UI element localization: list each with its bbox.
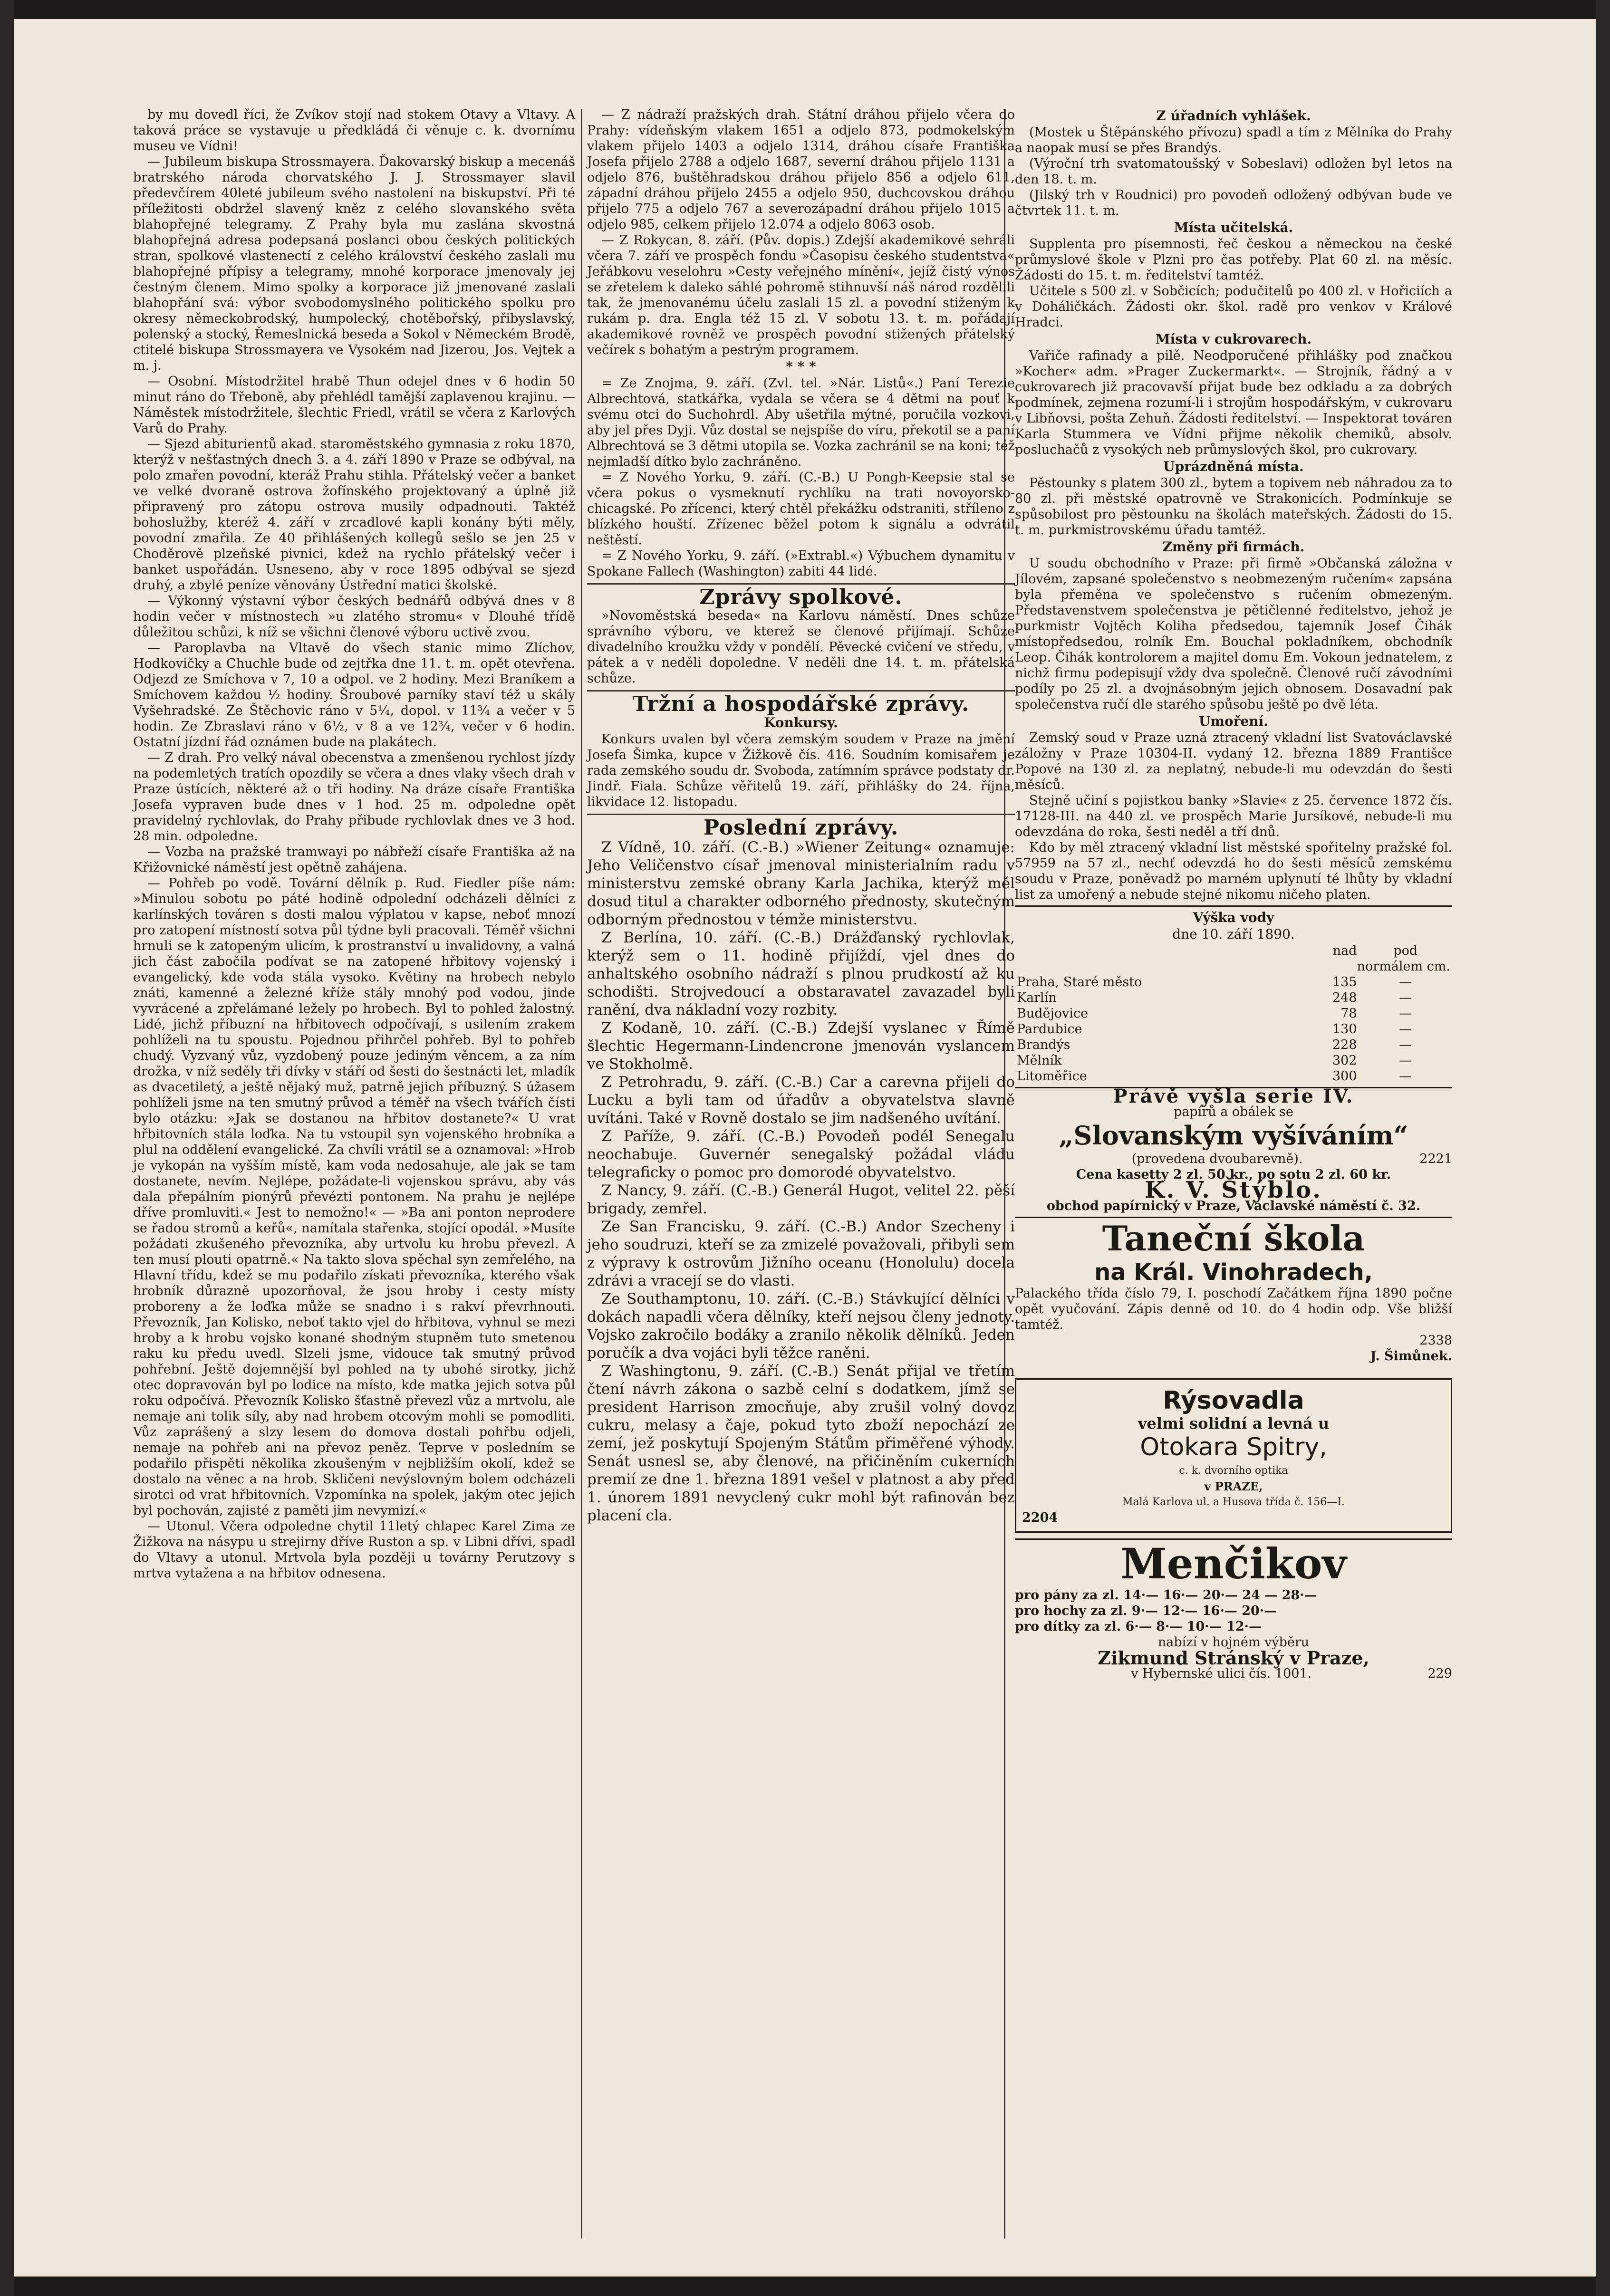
scan-edge-left <box>0 0 14 2296</box>
place: Brandýs <box>1017 1038 1070 1052</box>
section-heading: Změny při firmách. <box>1162 539 1305 555</box>
section-heading: Umoření. <box>1198 713 1269 729</box>
notice: U soudu obchodního v Praze: při firmě »Občanská záložna v Jílovém, zapsané společenstvo s neobmezeným ručením« zapsána byla přeměna ve společenstvo s ručením obmezeným. Představenstvem společenstva je pětičlenné ředitelstvo, jehož je purkmistr Vojtěch Koliha předsedou, tajemník Josef Čihák místopředsedou, rolník Em. Bouchal pokladníkem, obchodník Leop. Čihák kontrolorem a majitel domu Em. Vokoun jednatelem, z nichž firmu podepisují vždy dva společně. Členové ručí závodními podíly po 25 zl. a dvojnásobným jejich obnosem. Dosavadní pak společenstva ručí dle starého spůsobu ještě po dvě léta. <box>1015 556 1452 712</box>
section-heading: Tržní a hospodářské zprávy. <box>632 692 970 716</box>
column-3 <box>1015 107 1452 1681</box>
article: Ze San Francisku, 9. září. (C.-B.) Andor Szecheny i jeho soudruzi, kteří se za zmizelé považovali, přibyli sem z výpravy k ostrovům Jižního oceanu (Honolulu) docela zdrávi a vracejí se do vlasti. <box>587 1218 1015 1289</box>
notice: Učitele s 500 zl. v Sobčicích; podučitelů po 400 zl. v Hořiciích a v Doháličkách. Žádosti okr. škol. radě pro venkov v Králové Hradci. <box>1015 284 1452 330</box>
asterisks: * * * <box>786 359 816 375</box>
advert-line: K. V. Štýblo. <box>1145 1177 1322 1203</box>
advert-line: c. k. dvorního optika <box>1179 1465 1288 1477</box>
table-header <box>1015 943 1452 959</box>
article: = Z Nového Yorku, 9. září. (»Extrabl.«) Výbuchem dynamitu v Spokane Fallech (Washington) zabiti 44 lidé. <box>587 548 1015 579</box>
water-level-title: Výška vody <box>1193 910 1274 925</box>
water-level-table <box>1015 943 1452 1084</box>
advert-number: 2221 <box>1419 1152 1452 1166</box>
advert-line: Zikmund Stránský v Praze, <box>1098 1647 1369 1669</box>
table-row <box>1015 1037 1452 1053</box>
header-below: pod <box>1393 943 1418 958</box>
advert-line: (provedena dvoubarevně). <box>1131 1152 1303 1166</box>
advert-line: Malá Karlova ul. a Husova třída č. 156—I. <box>1122 1496 1345 1508</box>
notice: (Mostek u Štěpánského přívozu) spadl a tím z Mělníka do Prahy a naopak musí se přes Brandýs. <box>1015 125 1452 155</box>
advert-line: Právě vyšla serie IV. <box>1113 1085 1354 1107</box>
below: — <box>1399 975 1412 989</box>
article: by mu dovedl říci, že Zvíkov stojí nad stokem Otavy a Vltavy. A taková práce se vystavuje u předkládá či věnuje c. k. dvornímu museu ve Vídni! <box>133 107 575 154</box>
advert-line: velmi solidní a levná u <box>1138 1414 1330 1432</box>
notice: Vařiče rafinady a pilě. Neodporučené přihlášky pod značkou »Kocher« adm. »Prager Zuckermarkt«. — Strojník, řádný a v cukrovarech již pracovavší přijat bude bez odkladu a za dobrých podmínek, zejmena rozumí-li i strojům hospodářským, v cukrovaru v Libňovsi, pošta Zehuň. Žádosti ředitelství. — Inspektorat továren Karla Stummera ve Vídni přijme několik chemiků, absolv. posluchačů z vysokých neb průmyslových škol, pro cukrovary. <box>1015 348 1452 457</box>
article: — Jubileum biskupa Strossmayera. Ďakovarský biskup a mecenáš bratrského národa chorvatského J. J. Strossmayer slavil předevčírem 40leté jubileum svého nastolení na biskupství. Při té příležitosti obdržel slavený kněz z celého slovanského světa blahopřejné telegramy. Z Prahy byla mu zaslána skvostná blahopřejná adresa podepsaná poslanci obou českých politických stran, spolkové vlastenectí z celého království českého zaslali mu blahopřejné přípisy a telegramy, mnohé korporace jmenovaly jej čestným členem. Mimo spolky a korporace již jmenované zaslali blahopřání svá: výbor svobodomyslného politického spolku pro okresy německobrodský, humpolecký, chotěbořský, přibyslavský, polenský a stocký, Řemeslnická beseda a Sokol v Německém Brodě, ctitelé biskupa Strossmayera ve Vysokém nad Jizerou, Jos. Vejtek a m. j. <box>133 154 575 373</box>
article: Z Petrohradu, 9. září. (C.-B.) Car a carevna přijeli do Lucku a byli tam od úřadův a obyvatelstva slavně uvítáni. Také v Rovně dostalo se jim nadšeného uvítání. <box>587 1074 1015 1127</box>
advert-line: Taneční škola <box>1102 1218 1365 1258</box>
water-level-box <box>1015 905 1452 1084</box>
table-row <box>1015 1053 1452 1068</box>
scan-edge-right <box>1596 0 1610 2296</box>
table-header <box>1015 959 1452 974</box>
article: — Utonul. Včera odpoledne chytil 11letý chlapec Karel Zima ze Žižkova na násypu u strejirny dříve Ruston a sp. v Libni dřívi, spadl do Vltavy a utonul. Mrtvola byla později u továrny Perutzovy s mrtva vytažena a na hřbitov odnesena. <box>133 1519 575 1581</box>
advert-line: v Hybernské ulici čís. 1001. <box>1131 1666 1312 1681</box>
article: — Paroplavba na Vltavě do všech stanic mimo Zlíchov, Hodkovičky a Chuchle bude od zejtřka dne 11. t. m. opět otevřena. Odjezd ze Smíchova v 7, 10 a odpol. ve 2 hodiny. Mezi Braníkem a Smíchovem každou ½ hodiny. Šroubové parníky staví též u skály Vyšehradské. Ze Štěchovic ráno v 5¼, dopol. v 11¾ a večer v 5 hodin. Ze Zbraslavi ráno v 6½, v 8 a ve 12¾, večer v 6 hodin. Ostatní jízdní řád oznámen bude na plakátech. <box>133 641 575 749</box>
article: — Pohřeb po vodě. Tovární dělník p. Rud. Fiedler píše nám: »Minulou sobotu po páté hodině odpolední odcházeli dělníci z karlínských továren s dosti malou výplatou v kapse, neboť mnozí pro zatopení místností sotva půl týdne byli pracovali. Téměř všichni hrnuli se k zatopeným ulicím, k prostranství u invalidovny, a valná jich část zabočila podívat se na zatopené hřbitovy vojenský i evangelický, kde voda stála vysoko. Květiny na hrobech nebylo znáti, kamenné a železné kříže stály mnohý pod vodou, jinde vyvrácené a zpřelámané ležely po hrobech. Byl to pohled žalostný. Lidé, jichž příbuzní na hřbitovech odpočívají, s usilením zrakem pohlíželi na tu spoustu. Pojednou přihrčel pohřeb. Byl to pohřeb chudý. Vyzvaný vůz, vyzdobený pouze jediným věncem, a za ním drožka, v níž seděly tři dívky v stáří od šesti do šestnácti let, mladík as dvacetiletý, a ještě nějaký muž, patrně jejich příbuzný. S úžasem pohlíželi jsme na ten smutný průvod a téměř na všech tvářích čísti bylo otázku: »Jak se dostanou na hřbitov dostanete?« U vrat hřbitovních stála loďka. Na tu vstoupil syn vojenského hrobníka a plul na oddělení evangelické. Za chvíli vrátil se a oznamoval: »Hrob je vykopán na vyšším místě, kam voda nedosahuje, ale jak se tam dostanete, nevím. Nejlépe, požádate-li vojenskou správu, aby vás dala přepálním pionýrů převézti pontonem. Na prahu je nejlépe dříve promluviti.« Jest to nemožno!« — »Ba ani ponton neprodere se řadou stromů a keřů«, namítala stařenka, stojící opodál. »Musíte požádati zkušeného převozníka, aby urtvolu ku hrobu převezl. A ten musí plouti opatrně.« Na takto slova spěchal syn zemřelého, na Hlavní třídu, kdež se mu podařilo získati převozníka, kterého však hrobník důrazně upozorňoval, že jsou hroby i cesty místy proboreny a že loďka může se snadno i s rakví převrhnouti. Převozník, Jan Kolisko, neboť takto vjel do hřbitova, vyhnul se mezi hroby a k hrobu vojsko konané shodným stupněm tuto smetenou raku ku předu uvedl. Slzeli jsme, vidouce tak smutný průvod pohřební. Ještě dojemnější byl pohled na ty ubohé sirotky, jichž otec dopravován byl po lodice na místo, kde matka jejich sotva půl roku odpočívá. Převozník Kolisko šťastně převezl vůz a mrtvolu, ale nemaje ani tolik síly, aby nad hrobem otcovým mohli se pomodliti. Vůz zaprášený a slzy lesem do domova dostali pohřbu odjeli, nemaje na pohřeb ani na převoz peněz. Teprve v posledním se podařilo přispěti několika zkoušeným v nejbližším okolí, kdež se dostalo na věnec a na hrob. Skličeni nevýslovným bolem odcházeli sirotci od vrat hřbitovních. Vzpomínka na spolek, jakým otec jejich byl pochován, zajisté z paměti jim nevymizí.« <box>133 876 575 1518</box>
above: 130 <box>1332 1022 1357 1037</box>
table-row <box>1015 974 1452 990</box>
advert-line: obchod papírnický v Praze, Václavské náměstí č. 32. <box>1046 1199 1421 1213</box>
advert-line: v PRAZE, <box>1204 1479 1263 1493</box>
table-row <box>1015 1068 1452 1084</box>
article: Z Paříže, 9. září. (C.-B.) Povodeň podél Senegalu neochabuje. Guvernér senegalský požádal vládu telegraficky o pomoc pro domorodé obyvatelstvo. <box>587 1128 1015 1181</box>
article: — Z Rokycan, 8. září. (Pův. dopis.) Zdejší akademikové sehráli včera 7. září ve prospěch fondu »Časopisu českého studentstva« Jeřábkovu veselohru »Cesty veřejného mínění«, jejíž čistý výnos se zřetelem k daleko sáhlé pohromě stihnuvší náš národ rozdělili tak, že jmenovanému účelu zaslali 15 zl. a povodní stiženým k rukám p. dra. Engla též 15 zl. V sobotu 13. t. m. pořádají akademikové rovněž ve prospěch povodní stižených přátelský večírek s bohatým a pestrým programem. <box>587 233 1015 357</box>
advert-line: Cena kasetty 2 zl. 50 kr., po sotu 2 zl. 60 kr. <box>1076 1167 1391 1182</box>
divider <box>587 814 1015 815</box>
advert-spitra <box>1015 1378 1452 1533</box>
column-1 <box>133 107 575 1581</box>
advert-line: Rýsovadla <box>1163 1386 1304 1415</box>
notice: Pěstounky s platem 300 zl., bytem a topivem neb náhradou za to 80 zl. při městské opatrovně ve Strakonicích. Podmínkuje se spůsobilost pro pěstounku na školách mateřských. Žádosti do 15. t. m. purkmistrovskému úřadu tamtéž. <box>1015 476 1452 538</box>
below: — <box>1399 1006 1412 1021</box>
scan-edge-bottom <box>0 2277 1610 2296</box>
advert-line: J. Šimůnek. <box>1370 1349 1452 1364</box>
advert-line: Menčikov <box>1120 1539 1347 1588</box>
header-unit: normálem cm. <box>1357 959 1450 974</box>
above: 248 <box>1332 990 1357 1005</box>
article: — Osobní. Místodržitel hrabě Thun odejel dnes v 6 hodin 50 minut ráno do Třeboně, aby přehlédl tamější zaplavenou krajinu. — Náměstek místodržitele, šlechtic Friedl, vrátil se včera z Karlových Varů do Prahy. <box>133 374 575 436</box>
article: Z Washingtonu, 9. září. (C.-B.) Senát přijal ve třetím čtení návrh zákona o sazbě celní s dodatkem, jímž se president Harrison zmocňuje, aby zrušil volný dovoz cukru, melasy a čaje, pokud tyto zboží nepochází ze zemí, jež poskytují Spojeným Státům přiměřené výhody. Senát usnesl se, aby členové, na přičiněním cukerních premií ze dne 1. března 1891 vešel v platnost a aby před 1. únorem 1891 nevyclený cukr mohl být rafinován bez placení cla. <box>587 1363 1015 1524</box>
article: — Výkonný výstavní výbor českých bednářů odbývá dnes v 8 hodin večer v místnostech »u zlatého stromu« v Dlouhé třídě důležitou schůzi, k níž se všichni členové výboru uctivě zvou. <box>133 594 575 640</box>
advert-line: papírů a obálek se <box>1174 1105 1293 1119</box>
column-2 <box>587 107 1015 1525</box>
advert-line: pro hochy za zl. 9·— 12·— 16·— 20·— <box>1015 1604 1277 1618</box>
advert-number: 229 <box>1427 1666 1452 1681</box>
notice: Stejně učiní s pojistkou banky »Slavie« z 25. července 1872 čís. 17128-III. na 440 zl. ve prospěch Marie Jursíkové, nebude-li mu odevzdána do roka, šesti neděl a tří dnů. <box>1015 793 1452 839</box>
above: 135 <box>1332 975 1357 989</box>
place: Litoměřice <box>1017 1069 1087 1084</box>
header-above: nad <box>1332 943 1357 958</box>
divider <box>587 690 1015 692</box>
notice: Kdo by měl ztracený vkladní list městské spořitelny pražské fol. 57959 na 57 zl., nechť odevzdá ho do šesti měsíců zemskému soudu v Praze, poněvadž po marném uplynutí té lhůty by vkladní list za umořený a nebude stejné nikomu ničeho platen. <box>1015 840 1452 902</box>
article: — Z nádraží pražských drah. Státní dráhou přijelo včera do Prahy: vídeňským vlakem 1651 a odjelo 873, podmokelským vlakem přijelo 1403 a odjelo 1314, dráhou císaře Františka Josefa přijelo 2788 a odjelo 1687, severní dráhou přijelo 1131 a odjelo 876, buštěhradskou dráhou přijelo 856 a odjelo 611, západní dráhou přijelo 2455 a odjelo 950, duchcovskou dráhou přijelo 775 a odjelo 767 a severozápadní dráhou přijelo 1015 a odjelo 985, celkem přijelo 12.074 a odjelo 8063 osob. <box>587 107 1015 232</box>
above: 302 <box>1332 1053 1357 1068</box>
article: = Ze Znojma, 9. září. (Zvl. tel. »Nár. Listů«.) Paní Terezie Albrechtová, statkářka, vydala se včera se 4 dětmi na pouť k svému otci do Suchohrdl. Aby ušetřila mýtné, poručila vozkovi, aby jel přes Dyji. Vůz dostal se nejspíše do víru, překotil se a paní Albrechtová se 3 dětmi utopila se. Vozka zachránil se na koni; též nejmladší dítko bylo zachráněno. <box>587 376 1015 469</box>
notice: Zemský soud v Praze uzná ztracený vkladní list Svatováclavské záložny v Praze 10304-II. vydaný 12. března 1889 Františce Popové na 130 zl. za neplatný, nebude-li mu odevzdán do šesti měsíců. <box>1015 730 1452 792</box>
scan-edge-top <box>0 0 1610 19</box>
advert-stylo <box>1015 1087 1452 1214</box>
notice: Supplenta pro písemnosti, řeč českou a německou na české průmyslové škole v Plzni pro čas potřeby. Plat 60 zl. na měsíc. Žádosti do 15. t. m. ředitelství tamtéž. <box>1015 237 1452 283</box>
place: Karlín <box>1017 990 1057 1005</box>
advert-mencikov <box>1015 1538 1452 1681</box>
advert-number: 2338 <box>1419 1333 1452 1348</box>
advert-line: nabízí v hojném výběru <box>1157 1635 1310 1650</box>
advert-line: „Slovanským vyšíváním“ <box>1059 1120 1408 1151</box>
section-heading: Z úřadních vyhlášek. <box>1156 108 1311 124</box>
advert-line: Otokara Spitry, <box>1140 1433 1327 1461</box>
water-level-date: dne 10. září 1890. <box>1172 926 1295 942</box>
above: 300 <box>1332 1069 1357 1084</box>
divider <box>587 583 1015 585</box>
advert-line: pro pány za zl. 14·— 16·— 20·— 24 — 28·— <box>1015 1588 1317 1603</box>
below: — <box>1399 1053 1412 1068</box>
notice: (Výroční trh svatomatoušský v Sobeslavi) odložen byl letos na den 18. t. m. <box>1015 156 1452 187</box>
article: »Novoměstská beseda« na Karlovu náměstí. Dnes schůze správního výboru, ve kterež se členové přijímají. Schůze divadelního kroužku vždy v pondělí. Pěvecké cvičení ve středu, v pátek a v neděli dopoledne. V neděli dne 14. t. m. přátelská schůze. <box>587 608 1015 686</box>
article: Z Nancy, 9. září. (C.-B.) Generál Hugot, velitel 22. pěší brigady, zemřel. <box>587 1182 1015 1217</box>
below: — <box>1399 1022 1412 1037</box>
table-row <box>1015 1021 1452 1037</box>
advert-line: Palackého třída číslo 79, I. poschodí Začátkem října 1890 počne opět vyučování. Zápis denně od 10. do 4 hodin odp. Vše bližší tamtéž. <box>1015 1286 1452 1332</box>
table-row <box>1015 990 1452 1006</box>
place: Budějovice <box>1017 1006 1089 1021</box>
section-heading: Poslední zprávy. <box>703 816 899 840</box>
below: — <box>1399 1038 1412 1052</box>
subheading: Konkursy. <box>764 715 838 730</box>
place: Pardubice <box>1017 1022 1082 1037</box>
below: — <box>1399 990 1412 1005</box>
section-heading: Místa učitelská. <box>1174 220 1293 235</box>
advert-line: pro dítky za zl. 6·— 8·— 10·— 12·— <box>1015 1619 1262 1634</box>
notice: (Jilský trh v Roudnici) pro povodeň odložený odbývan bude ve čtvrtek 11. t. m. <box>1015 188 1452 218</box>
table-row <box>1015 1006 1452 1021</box>
section-heading: Místa v cukrovarech. <box>1155 331 1312 347</box>
article: Ze Southamptonu, 10. září. (C.-B.) Stávkující dělníci v dokách napadli včera dělníky, kteří nejsou členy jednoty. Vojsko zakročilo bodáky a zranilo několik dělníků. Jeden poručík a dva vojáci byli těžce raněni. <box>587 1290 1015 1362</box>
advert-number: 2204 <box>1022 1510 1058 1525</box>
article: — Sjezd abiturientů akad. staroměstského gymnasia z roku 1870, kterýž v nešťastných dnech 3. a 4. září 1890 v Praze se odbýval, na polo zmařen povodní, kteráž Prahu stihla. Přátelský večer a banket ve velké dvoraně ostrova žofínského projektovaný a úplně již připravený pro zátopu ostrova musily odpadnouti. Taktéž bohoslužby, kteréž 4. září v zrcadlové kapli konány býti měly, povodní zmařila. Ze 40 přihlášených kollegů sešlo se jen 25 v Choděrově plzeňské pivnici, kdež na rychlo přátelský večer i banket uspořádán. Usneseno, aby v roce 1895 odbýval se sjezd druhý, a zbylé peníze věnovány Ústřední matici školské. <box>133 437 575 593</box>
article: Konkurs uvalen byl včera zemským soudem v Praze na jmění Josefa Šimka, kupce v Žižkově čís. 416. Soudním komisařem je rada zemského soudu dr. Svoboda, zatímním správce podstaty dr. Jindř. Fiala. Schůze věřitelů 19. září, přihlášky do 24. října, likvidace 12. listopadu. <box>587 732 1015 809</box>
article: — Z drah. Pro velký nával obecenstva a zmenšenou rychlost jízdy na podemletých tratích opozdily se včera a dnes vlaky všech drah v Praze ústících, některé až o tři hodiny. Na dráze císaře Františka Josefa vypraven bude dnes v 1 hod. 25 m. odpoledne opět pravidelný rychlovlak, do Prahy přibude rychlovlak dnes ve 3 hod. 28 min. odpoledne. <box>133 750 575 844</box>
advert-line: na Král. Vinohradech, <box>1094 1259 1373 1286</box>
article: Z Kodaně, 10. září. (C.-B.) Zdejší vyslanec v Římě šlechtic Hegermann-Lindencrone jmenován vyslancem ve Stokholmě. <box>587 1019 1015 1073</box>
section-heading: Zprávy spolkové. <box>699 585 903 609</box>
place: Praha, Staré město <box>1017 975 1142 989</box>
advert-dance-school <box>1015 1217 1452 1364</box>
article: = Z Nového Yorku, 9. září. (C.-B.) U Pongh-Keepsie stal se včera pokus o vysmeknutí rychlíku na trati novoyorsko-chicagské. Po zřícenci, který chtěl překážku odstraniti, stříleno z blízkého houští. Zřízenec běžel potom k signálu a odvrátil neštěstí. <box>587 470 1015 548</box>
article: Z Vídně, 10. září. (C.-B.) »Wiener Zeitung« oznamuje: Jeho Veličenstvo císař jmenoval ministerialním radu v ministerstvu zemské obrany Karla Jachika, kterýž měl dosud titul a charakter odborného přednosty, skutečným odborným přednostou v témže ministerstvu. <box>587 839 1015 928</box>
section-heading: Uprázdněná místa. <box>1163 459 1304 474</box>
article: — Vozba na pražské tramwayi po nábřeží císaře Františka až na Křižovnické náměstí jest opětně zahájena. <box>133 845 575 875</box>
above: 228 <box>1332 1038 1357 1052</box>
below: — <box>1399 1069 1412 1084</box>
article: Z Berlína, 10. září. (C.-B.) Drážďanský rychlovlak, kterýž sem o 11. hodině přijíždí, vjel dnes do anhaltského osobního nádraží s plnou prudkostí až ku schodišti. Strojvedoucí a obstaravatel zavazadel byli ranění, dva nákladní vozy rozbity. <box>587 929 1015 1018</box>
place: Mělník <box>1017 1053 1062 1068</box>
column-rule-1 <box>581 109 582 2238</box>
above: 78 <box>1340 1006 1357 1021</box>
